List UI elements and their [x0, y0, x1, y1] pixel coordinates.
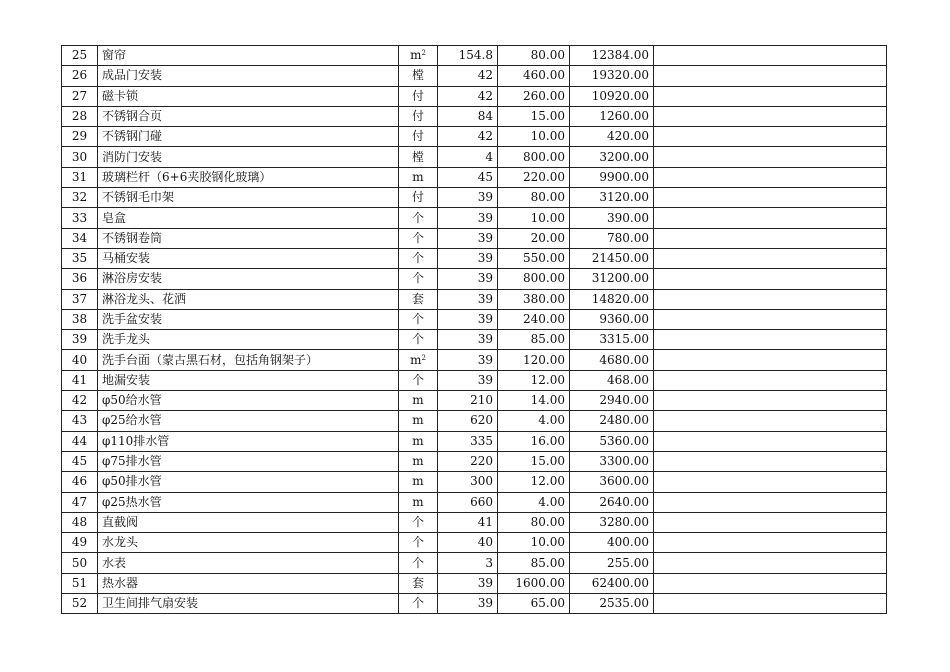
- item-unit: 个: [399, 533, 438, 553]
- item-name: 洗手龙头: [98, 330, 399, 350]
- item-remark: [654, 492, 887, 512]
- item-remark: [654, 86, 887, 106]
- item-total: 5360.00: [570, 431, 654, 451]
- table-row: [62, 106, 887, 126]
- item-name: 地漏安装: [98, 370, 399, 390]
- table-row: [62, 492, 887, 512]
- item-remark: [654, 370, 887, 390]
- table-row: [62, 167, 887, 187]
- item-unit: 个: [399, 370, 438, 390]
- item-remark: [654, 208, 887, 228]
- item-total: 12384.00: [570, 46, 654, 66]
- item-name: 淋浴龙头、花洒: [98, 289, 399, 309]
- item-unit-price: 16.00: [498, 431, 570, 451]
- item-unit-price: 10.00: [498, 533, 570, 553]
- table-row: [62, 269, 887, 289]
- table-row: [62, 330, 887, 350]
- table-row: [62, 553, 887, 573]
- item-name: 热水器: [98, 573, 399, 593]
- item-unit-price: 550.00: [498, 248, 570, 268]
- item-quantity: 4: [438, 147, 498, 167]
- item-remark: [654, 573, 887, 593]
- table-row: [62, 573, 887, 593]
- table-row: [62, 208, 887, 228]
- item-total: 3120.00: [570, 188, 654, 208]
- table-row: [62, 188, 887, 208]
- row-number: 51: [62, 573, 98, 593]
- item-quantity: 300: [438, 472, 498, 492]
- item-unit: 付: [399, 127, 438, 147]
- item-unit-price: 12.00: [498, 370, 570, 390]
- item-unit: 个: [399, 208, 438, 228]
- table-row: [62, 533, 887, 553]
- item-unit: 付: [399, 188, 438, 208]
- item-name: φ50给水管: [98, 391, 399, 411]
- item-unit-price: 220.00: [498, 167, 570, 187]
- item-unit-price: 4.00: [498, 492, 570, 512]
- table-row: [62, 370, 887, 390]
- row-number: 34: [62, 228, 98, 248]
- item-unit-price: 12.00: [498, 472, 570, 492]
- item-total: 420.00: [570, 127, 654, 147]
- item-name: 马桶安装: [98, 248, 399, 268]
- item-quantity: 41: [438, 512, 498, 532]
- item-unit-price: 15.00: [498, 106, 570, 126]
- item-total: 19320.00: [570, 66, 654, 86]
- item-quantity: 39: [438, 188, 498, 208]
- item-unit-price: 260.00: [498, 86, 570, 106]
- item-quantity: 39: [438, 350, 498, 370]
- item-name: 不锈钢卷筒: [98, 228, 399, 248]
- item-remark: [654, 512, 887, 532]
- table-row: [62, 594, 887, 614]
- row-number: 31: [62, 167, 98, 187]
- item-remark: [654, 228, 887, 248]
- table-row: [62, 86, 887, 106]
- item-unit: $m^2$: [399, 350, 438, 370]
- item-unit-price: 800.00: [498, 269, 570, 289]
- table-row: [62, 350, 887, 370]
- item-remark: [654, 269, 887, 289]
- item-unit: 套: [399, 289, 438, 309]
- row-number: 37: [62, 289, 98, 309]
- item-total: 3600.00: [570, 472, 654, 492]
- item-unit: m: [399, 431, 438, 451]
- item-name: 玻璃栏杆（6+6夹胶钢化玻璃）: [98, 167, 399, 187]
- item-unit: 付: [399, 106, 438, 126]
- item-remark: [654, 66, 887, 86]
- item-name: 直截阀: [98, 512, 399, 532]
- item-unit: 付: [399, 86, 438, 106]
- item-quantity: 39: [438, 594, 498, 614]
- table-row: [62, 147, 887, 167]
- item-unit: m: [399, 167, 438, 187]
- item-total: 10920.00: [570, 86, 654, 106]
- item-name: 洗手台面（蒙古黑石材，包括角钢架子）: [98, 350, 399, 370]
- row-number: 52: [62, 594, 98, 614]
- item-total: 31200.00: [570, 269, 654, 289]
- item-remark: [654, 147, 887, 167]
- item-quantity: 42: [438, 66, 498, 86]
- item-name: 皂盒: [98, 208, 399, 228]
- table-row: [62, 228, 887, 248]
- row-number: 30: [62, 147, 98, 167]
- row-number: 49: [62, 533, 98, 553]
- item-unit: m: [399, 391, 438, 411]
- table-row: [62, 472, 887, 492]
- item-remark: [654, 350, 887, 370]
- item-unit: 樘: [399, 147, 438, 167]
- item-remark: [654, 188, 887, 208]
- item-unit: m: [399, 492, 438, 512]
- item-remark: [654, 248, 887, 268]
- item-unit: m: [399, 411, 438, 431]
- row-number: 39: [62, 330, 98, 350]
- row-number: 48: [62, 512, 98, 532]
- item-name: 磁卡锁: [98, 86, 399, 106]
- item-unit: 个: [399, 330, 438, 350]
- item-name: 不锈钢门碰: [98, 127, 399, 147]
- item-total: 62400.00: [570, 573, 654, 593]
- item-total: 3200.00: [570, 147, 654, 167]
- item-quantity: 39: [438, 573, 498, 593]
- item-unit-price: 4.00: [498, 411, 570, 431]
- item-quantity: 39: [438, 228, 498, 248]
- item-total: 400.00: [570, 533, 654, 553]
- item-total: 9900.00: [570, 167, 654, 187]
- row-number: 35: [62, 248, 98, 268]
- item-unit-price: 120.00: [498, 350, 570, 370]
- table-row: [62, 431, 887, 451]
- table-row: [62, 451, 887, 471]
- item-unit: 个: [399, 248, 438, 268]
- item-total: 14820.00: [570, 289, 654, 309]
- item-quantity: 39: [438, 208, 498, 228]
- item-unit: 个: [399, 512, 438, 532]
- item-unit: 个: [399, 594, 438, 614]
- item-remark: [654, 411, 887, 431]
- item-remark: [654, 431, 887, 451]
- row-number: 40: [62, 350, 98, 370]
- row-number: 36: [62, 269, 98, 289]
- item-remark: [654, 451, 887, 471]
- item-total: 2480.00: [570, 411, 654, 431]
- item-total: 3280.00: [570, 512, 654, 532]
- item-total: 2940.00: [570, 391, 654, 411]
- row-number: 44: [62, 431, 98, 451]
- item-total: 390.00: [570, 208, 654, 228]
- item-remark: [654, 127, 887, 147]
- item-quantity: 39: [438, 289, 498, 309]
- item-name: φ25给水管: [98, 411, 399, 431]
- table-row: [62, 391, 887, 411]
- row-number: 43: [62, 411, 98, 431]
- item-unit-price: 80.00: [498, 512, 570, 532]
- item-total: 2640.00: [570, 492, 654, 512]
- item-remark: [654, 167, 887, 187]
- item-quantity: 84: [438, 106, 498, 126]
- item-total: 2535.00: [570, 594, 654, 614]
- item-quantity: 39: [438, 248, 498, 268]
- item-unit: 套: [399, 573, 438, 593]
- item-remark: [654, 46, 887, 66]
- item-name: 成品门安装: [98, 66, 399, 86]
- item-remark: [654, 106, 887, 126]
- item-remark: [654, 472, 887, 492]
- row-number: 41: [62, 370, 98, 390]
- item-name: 不锈钢毛巾架: [98, 188, 399, 208]
- row-number: 42: [62, 391, 98, 411]
- item-unit: 个: [399, 228, 438, 248]
- quotation-table: [61, 45, 887, 614]
- item-total: 255.00: [570, 553, 654, 573]
- table-row: [62, 66, 887, 86]
- row-number: 47: [62, 492, 98, 512]
- table-row: [62, 127, 887, 147]
- item-unit-price: 460.00: [498, 66, 570, 86]
- item-unit: 樘: [399, 66, 438, 86]
- item-total: 780.00: [570, 228, 654, 248]
- item-remark: [654, 533, 887, 553]
- item-name: φ25热水管: [98, 492, 399, 512]
- item-remark: [654, 330, 887, 350]
- item-unit: $m^2$: [399, 46, 438, 66]
- item-unit-price: 240.00: [498, 309, 570, 329]
- item-name: 水龙头: [98, 533, 399, 553]
- item-quantity: 39: [438, 269, 498, 289]
- item-quantity: 220: [438, 451, 498, 471]
- item-unit: m: [399, 472, 438, 492]
- item-total: 4680.00: [570, 350, 654, 370]
- item-quantity: 45: [438, 167, 498, 187]
- table-row: [62, 46, 887, 66]
- row-number: 38: [62, 309, 98, 329]
- row-number: 26: [62, 66, 98, 86]
- item-remark: [654, 309, 887, 329]
- row-number: 27: [62, 86, 98, 106]
- row-number: 45: [62, 451, 98, 471]
- item-quantity: 39: [438, 309, 498, 329]
- item-name: 水表: [98, 553, 399, 573]
- item-unit-price: 80.00: [498, 46, 570, 66]
- item-quantity: 154.8: [438, 46, 498, 66]
- table-row: [62, 289, 887, 309]
- item-total: 468.00: [570, 370, 654, 390]
- item-name: 消防门安装: [98, 147, 399, 167]
- row-number: 29: [62, 127, 98, 147]
- item-unit-price: 10.00: [498, 127, 570, 147]
- item-quantity: 3: [438, 553, 498, 573]
- item-quantity: 335: [438, 431, 498, 451]
- item-unit: 个: [399, 553, 438, 573]
- table-row: [62, 411, 887, 431]
- row-number: 33: [62, 208, 98, 228]
- item-unit-price: 85.00: [498, 330, 570, 350]
- item-quantity: 42: [438, 127, 498, 147]
- item-quantity: 210: [438, 391, 498, 411]
- item-remark: [654, 594, 887, 614]
- row-number: 32: [62, 188, 98, 208]
- table-body: [62, 46, 887, 614]
- item-name: φ75排水管: [98, 451, 399, 471]
- row-number: 28: [62, 106, 98, 126]
- row-number: 46: [62, 472, 98, 492]
- item-unit-price: 1600.00: [498, 573, 570, 593]
- item-unit-price: 20.00: [498, 228, 570, 248]
- item-unit-price: 380.00: [498, 289, 570, 309]
- item-unit: 个: [399, 309, 438, 329]
- item-name: 淋浴房安装: [98, 269, 399, 289]
- item-unit: m: [399, 451, 438, 471]
- item-name: 卫生间排气扇安装: [98, 594, 399, 614]
- item-total: 1260.00: [570, 106, 654, 126]
- item-quantity: 620: [438, 411, 498, 431]
- table-row: [62, 248, 887, 268]
- item-name: φ50排水管: [98, 472, 399, 492]
- item-total: 9360.00: [570, 309, 654, 329]
- item-name: 不锈钢合页: [98, 106, 399, 126]
- item-quantity: 39: [438, 330, 498, 350]
- table-row: [62, 512, 887, 532]
- row-number: 25: [62, 46, 98, 66]
- item-quantity: 39: [438, 370, 498, 390]
- item-name: φ110排水管: [98, 431, 399, 451]
- item-remark: [654, 553, 887, 573]
- item-remark: [654, 289, 887, 309]
- item-remark: [654, 391, 887, 411]
- item-unit-price: 15.00: [498, 451, 570, 471]
- item-unit: 个: [399, 269, 438, 289]
- item-total: 3300.00: [570, 451, 654, 471]
- row-number: 50: [62, 553, 98, 573]
- item-total: 21450.00: [570, 248, 654, 268]
- item-name: 窗帘: [98, 46, 399, 66]
- item-quantity: 660: [438, 492, 498, 512]
- item-unit-price: 14.00: [498, 391, 570, 411]
- item-unit-price: 80.00: [498, 188, 570, 208]
- table-row: [62, 309, 887, 329]
- item-unit-price: 800.00: [498, 147, 570, 167]
- item-unit-price: 10.00: [498, 208, 570, 228]
- item-total: 3315.00: [570, 330, 654, 350]
- item-unit-price: 65.00: [498, 594, 570, 614]
- item-quantity: 40: [438, 533, 498, 553]
- item-quantity: 42: [438, 86, 498, 106]
- item-unit-price: 85.00: [498, 553, 570, 573]
- item-name: 洗手盆安装: [98, 309, 399, 329]
